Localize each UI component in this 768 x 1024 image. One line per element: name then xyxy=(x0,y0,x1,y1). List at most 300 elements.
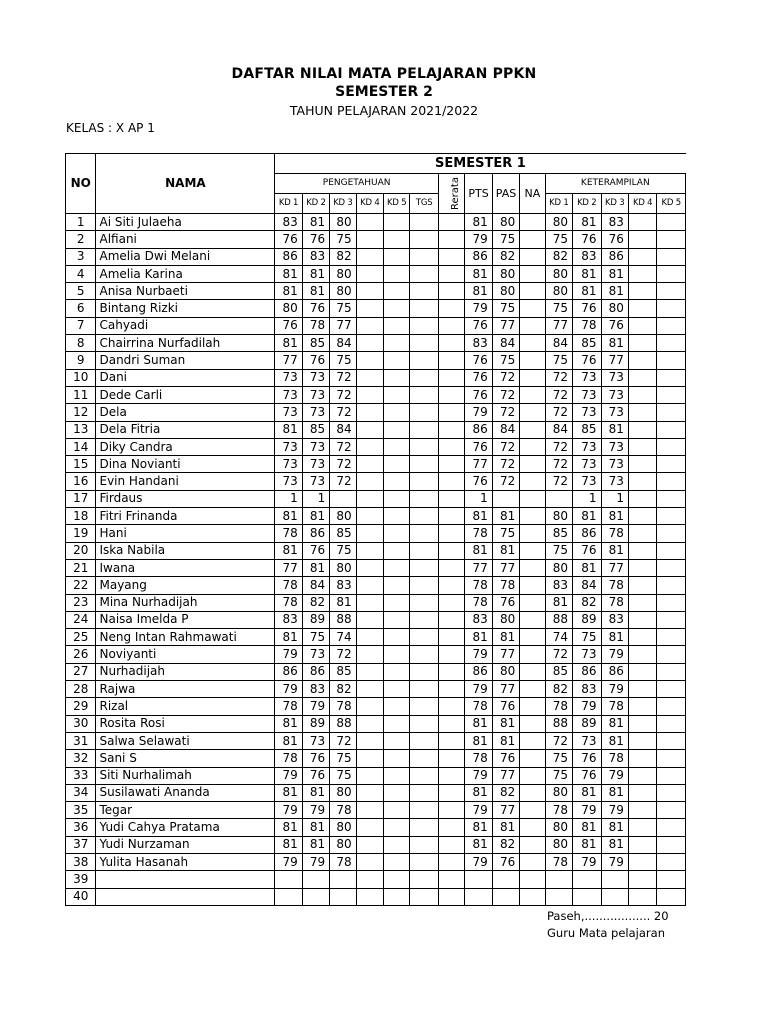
cell-ket-kd5 xyxy=(657,508,686,525)
cell-ket-kd4 xyxy=(628,456,656,473)
cell-ket-kd2: 82 xyxy=(573,594,601,611)
cell-kd2: 83 xyxy=(302,681,329,698)
cell-na xyxy=(520,542,545,559)
cell-pts: 86 xyxy=(465,421,492,438)
student-name: Noviyanti xyxy=(96,646,275,663)
cell-na xyxy=(520,784,545,801)
cell-ket-kd4 xyxy=(628,715,656,732)
cell-ket-kd5 xyxy=(657,386,686,403)
cell-kd2: 85 xyxy=(302,335,329,352)
kd-keterampilan-5: KD 5 xyxy=(657,194,686,214)
cell-kd5 xyxy=(384,750,410,767)
cell-rerata xyxy=(438,715,464,732)
cell-pts: 76 xyxy=(465,438,492,455)
table-row xyxy=(66,577,686,594)
row-number: 13 xyxy=(66,421,96,438)
cell-kd3: 75 xyxy=(330,300,356,317)
cell-pts: 76 xyxy=(465,473,492,490)
row-number: 9 xyxy=(66,352,96,369)
cell-ket-kd5 xyxy=(657,473,686,490)
cell-tgs xyxy=(410,231,438,248)
cell-kd5 xyxy=(384,265,410,282)
cell-kd1: 81 xyxy=(275,265,302,282)
row-number: 24 xyxy=(66,611,96,628)
cell-ket-kd4 xyxy=(628,421,656,438)
cell-kd1: 81 xyxy=(275,283,302,300)
table-row xyxy=(66,542,686,559)
cell-pts: 78 xyxy=(465,525,492,542)
cell-tgs xyxy=(410,888,438,905)
student-name: Dina Novianti xyxy=(96,456,275,473)
table-row xyxy=(66,853,686,870)
cell-ket-kd3: 81 xyxy=(601,732,628,749)
cell-pts: 76 xyxy=(465,352,492,369)
cell-tgs xyxy=(410,750,438,767)
cell-kd1: 78 xyxy=(275,525,302,542)
cell-kd1: 81 xyxy=(275,335,302,352)
cell-rerata xyxy=(438,300,464,317)
cell-rerata xyxy=(438,577,464,594)
cell-pts: 81 xyxy=(465,214,492,231)
cell-ket-kd1: 72 xyxy=(545,456,572,473)
cell-ket-kd1: 75 xyxy=(545,300,572,317)
cell-kd3: 85 xyxy=(330,663,356,680)
cell-kd2: 73 xyxy=(302,473,329,490)
cell-ket-kd3: 78 xyxy=(601,750,628,767)
cell-pas: 80 xyxy=(492,663,519,680)
cell-ket-kd2: 81 xyxy=(573,214,601,231)
cell-ket-kd5 xyxy=(657,871,686,888)
cell-kd4 xyxy=(356,317,383,334)
student-name: Mayang xyxy=(96,577,275,594)
cell-pas: 72 xyxy=(492,473,519,490)
cell-ket-kd1: 72 xyxy=(545,646,572,663)
cell-kd5 xyxy=(384,352,410,369)
cell-pts: 79 xyxy=(465,646,492,663)
cell-na xyxy=(520,508,545,525)
cell-ket-kd3: 77 xyxy=(601,559,628,576)
cell-kd2: 83 xyxy=(302,248,329,265)
cell-ket-kd3: 73 xyxy=(601,404,628,421)
cell-kd5 xyxy=(384,300,410,317)
keterampilan-header: KETERAMPILAN xyxy=(545,174,685,194)
cell-kd3: 72 xyxy=(330,456,356,473)
cell-kd3: 80 xyxy=(330,283,356,300)
cell-ket-kd3: 79 xyxy=(601,802,628,819)
cell-tgs xyxy=(410,732,438,749)
cell-ket-kd1: 88 xyxy=(545,715,572,732)
cell-na xyxy=(520,715,545,732)
cell-ket-kd1: 72 xyxy=(545,732,572,749)
cell-tgs xyxy=(410,767,438,784)
cell-kd4 xyxy=(356,819,383,836)
cell-tgs xyxy=(410,335,438,352)
student-name: Yulita Hasanah xyxy=(96,853,275,870)
student-name: Amelia Karina xyxy=(96,265,275,282)
student-name: Susilawati Ananda xyxy=(96,784,275,801)
cell-kd3: 72 xyxy=(330,438,356,455)
table-row xyxy=(66,646,686,663)
cell-kd1: 73 xyxy=(275,369,302,386)
student-name: Yudi Cahya Pratama xyxy=(96,819,275,836)
cell-ket-kd1: 85 xyxy=(545,525,572,542)
row-number: 22 xyxy=(66,577,96,594)
cell-kd1: 81 xyxy=(275,542,302,559)
cell-ket-kd1: 84 xyxy=(545,335,572,352)
cell-kd4 xyxy=(356,300,383,317)
tgs-header: TGS xyxy=(410,194,438,214)
cell-kd5 xyxy=(384,508,410,525)
cell-tgs xyxy=(410,871,438,888)
row-number: 25 xyxy=(66,629,96,646)
cell-ket-kd2: 85 xyxy=(573,335,601,352)
cell-kd1: 86 xyxy=(275,663,302,680)
cell-pas: 77 xyxy=(492,767,519,784)
na-header: NA xyxy=(520,174,545,214)
cell-ket-kd2: 81 xyxy=(573,836,601,853)
cell-kd1: 81 xyxy=(275,715,302,732)
cell-pts: 81 xyxy=(465,819,492,836)
student-name xyxy=(96,888,275,905)
cell-kd5 xyxy=(384,214,410,231)
cell-kd3: 88 xyxy=(330,611,356,628)
cell-rerata xyxy=(438,819,464,836)
table-row xyxy=(66,386,686,403)
cell-ket-kd1: 74 xyxy=(545,629,572,646)
cell-ket-kd1: 80 xyxy=(545,508,572,525)
cell-ket-kd3: 79 xyxy=(601,853,628,870)
cell-kd5 xyxy=(384,732,410,749)
cell-pts: 83 xyxy=(465,611,492,628)
cell-pts: 86 xyxy=(465,248,492,265)
cell-kd2: 89 xyxy=(302,611,329,628)
cell-na xyxy=(520,888,545,905)
cell-ket-kd5 xyxy=(657,611,686,628)
cell-pts: 79 xyxy=(465,300,492,317)
row-number: 23 xyxy=(66,594,96,611)
cell-ket-kd1 xyxy=(545,871,572,888)
cell-ket-kd5 xyxy=(657,715,686,732)
table-row xyxy=(66,456,686,473)
cell-na xyxy=(520,559,545,576)
cell-kd1: 76 xyxy=(275,317,302,334)
cell-kd2: 73 xyxy=(302,386,329,403)
cell-kd3: 81 xyxy=(330,594,356,611)
cell-ket-kd1: 75 xyxy=(545,750,572,767)
cell-tgs xyxy=(410,438,438,455)
cell-ket-kd3: 78 xyxy=(601,698,628,715)
row-number: 3 xyxy=(66,248,96,265)
cell-kd1: 77 xyxy=(275,559,302,576)
cell-tgs xyxy=(410,559,438,576)
cell-na xyxy=(520,802,545,819)
cell-kd2: 84 xyxy=(302,577,329,594)
cell-pas: 75 xyxy=(492,525,519,542)
cell-ket-kd1: 75 xyxy=(545,352,572,369)
cell-ket-kd3: 73 xyxy=(601,369,628,386)
cell-kd3: 72 xyxy=(330,404,356,421)
cell-ket-kd3: 81 xyxy=(601,265,628,282)
cell-kd3: 80 xyxy=(330,836,356,853)
cell-ket-kd4 xyxy=(628,888,656,905)
cell-rerata xyxy=(438,438,464,455)
cell-kd4 xyxy=(356,248,383,265)
cell-kd5 xyxy=(384,594,410,611)
cell-ket-kd2: 76 xyxy=(573,352,601,369)
cell-rerata xyxy=(438,525,464,542)
cell-kd1: 76 xyxy=(275,231,302,248)
cell-kd1: 79 xyxy=(275,853,302,870)
cell-tgs xyxy=(410,698,438,715)
cell-na xyxy=(520,853,545,870)
cell-ket-kd5 xyxy=(657,231,686,248)
row-number: 38 xyxy=(66,853,96,870)
cell-ket-kd4 xyxy=(628,214,656,231)
table-row xyxy=(66,681,686,698)
cell-kd3: 80 xyxy=(330,819,356,836)
cell-rerata xyxy=(438,629,464,646)
table-row xyxy=(66,508,686,525)
cell-kd4 xyxy=(356,611,383,628)
cell-kd1: 78 xyxy=(275,750,302,767)
cell-pas: 76 xyxy=(492,750,519,767)
kd-keterampilan-1: KD 1 xyxy=(545,194,572,214)
cell-kd4 xyxy=(356,386,383,403)
cell-pas: 80 xyxy=(492,265,519,282)
cell-tgs xyxy=(410,525,438,542)
row-number: 14 xyxy=(66,438,96,455)
cell-kd2 xyxy=(302,871,329,888)
cell-ket-kd3: 81 xyxy=(601,836,628,853)
cell-ket-kd3: 73 xyxy=(601,473,628,490)
student-name: Tegar xyxy=(96,802,275,819)
cell-kd3: 82 xyxy=(330,681,356,698)
cell-na xyxy=(520,335,545,352)
cell-ket-kd1: 80 xyxy=(545,283,572,300)
cell-ket-kd4 xyxy=(628,335,656,352)
cell-kd5 xyxy=(384,525,410,542)
cell-ket-kd1: 80 xyxy=(545,214,572,231)
cell-kd5 xyxy=(384,421,410,438)
cell-kd1: 73 xyxy=(275,404,302,421)
cell-ket-kd1: 75 xyxy=(545,231,572,248)
cell-tgs xyxy=(410,214,438,231)
cell-kd5 xyxy=(384,456,410,473)
cell-kd5 xyxy=(384,542,410,559)
place-date: Paseh,.................. 20 xyxy=(547,909,669,923)
cell-ket-kd2: 81 xyxy=(573,559,601,576)
cell-kd5 xyxy=(384,871,410,888)
cell-kd2: 78 xyxy=(302,317,329,334)
cell-rerata xyxy=(438,888,464,905)
row-number: 1 xyxy=(66,214,96,231)
cell-ket-kd5 xyxy=(657,352,686,369)
cell-kd4 xyxy=(356,853,383,870)
cell-tgs xyxy=(410,352,438,369)
row-number: 28 xyxy=(66,681,96,698)
cell-ket-kd2: 73 xyxy=(573,456,601,473)
cell-tgs xyxy=(410,404,438,421)
cell-kd2: 76 xyxy=(302,750,329,767)
cell-ket-kd3: 77 xyxy=(601,352,628,369)
cell-pas: 82 xyxy=(492,248,519,265)
cell-ket-kd4 xyxy=(628,438,656,455)
cell-kd4 xyxy=(356,352,383,369)
student-name: Firdaus xyxy=(96,490,275,507)
cell-pts: 86 xyxy=(465,663,492,680)
cell-na xyxy=(520,231,545,248)
cell-kd4 xyxy=(356,231,383,248)
cell-kd1: 78 xyxy=(275,698,302,715)
cell-ket-kd3: 81 xyxy=(601,283,628,300)
cell-rerata xyxy=(438,646,464,663)
cell-kd3: 88 xyxy=(330,715,356,732)
cell-ket-kd3: 78 xyxy=(601,594,628,611)
row-number: 11 xyxy=(66,386,96,403)
cell-rerata xyxy=(438,611,464,628)
pas-header: PAS xyxy=(492,174,519,214)
cell-kd2: 81 xyxy=(302,819,329,836)
cell-kd3: 83 xyxy=(330,577,356,594)
cell-ket-kd1: 72 xyxy=(545,438,572,455)
cell-tgs xyxy=(410,663,438,680)
cell-ket-kd3: 81 xyxy=(601,335,628,352)
cell-ket-kd2: 76 xyxy=(573,231,601,248)
table-row xyxy=(66,421,686,438)
cell-ket-kd4 xyxy=(628,317,656,334)
cell-ket-kd4 xyxy=(628,819,656,836)
row-number: 17 xyxy=(66,490,96,507)
cell-ket-kd3: 73 xyxy=(601,386,628,403)
cell-ket-kd5 xyxy=(657,369,686,386)
cell-kd3: 75 xyxy=(330,750,356,767)
student-name: Rajwa xyxy=(96,681,275,698)
cell-kd4 xyxy=(356,404,383,421)
table-row xyxy=(66,335,686,352)
semester-header: SEMESTER 1 xyxy=(275,154,686,174)
cell-kd5 xyxy=(384,231,410,248)
cell-ket-kd3: 81 xyxy=(601,508,628,525)
cell-na xyxy=(520,265,545,282)
cell-tgs xyxy=(410,577,438,594)
cell-kd2: 76 xyxy=(302,352,329,369)
cell-pas: 72 xyxy=(492,404,519,421)
cell-ket-kd4 xyxy=(628,698,656,715)
student-name: Salwa Selawati xyxy=(96,732,275,749)
cell-kd3: 78 xyxy=(330,698,356,715)
cell-kd4 xyxy=(356,732,383,749)
cell-ket-kd1: 75 xyxy=(545,767,572,784)
cell-kd1: 86 xyxy=(275,248,302,265)
table-header xyxy=(66,154,686,214)
cell-ket-kd3: 78 xyxy=(601,577,628,594)
cell-rerata xyxy=(438,335,464,352)
cell-kd2: 86 xyxy=(302,663,329,680)
cell-pts: 76 xyxy=(465,369,492,386)
cell-kd5 xyxy=(384,404,410,421)
cell-tgs xyxy=(410,802,438,819)
cell-kd4 xyxy=(356,525,383,542)
cell-ket-kd5 xyxy=(657,888,686,905)
cell-kd1: 81 xyxy=(275,629,302,646)
cell-ket-kd2: 79 xyxy=(573,853,601,870)
table-body xyxy=(66,214,686,906)
cell-kd2: 81 xyxy=(302,214,329,231)
table-row xyxy=(66,438,686,455)
cell-kd1: 81 xyxy=(275,819,302,836)
cell-pas: 72 xyxy=(492,456,519,473)
cell-ket-kd5 xyxy=(657,438,686,455)
kd-pengetahuan-1: KD 1 xyxy=(275,194,302,214)
cell-kd1: 77 xyxy=(275,352,302,369)
cell-kd1: 81 xyxy=(275,508,302,525)
cell-kd2: 85 xyxy=(302,421,329,438)
cell-pts: 79 xyxy=(465,802,492,819)
cell-ket-kd2: 81 xyxy=(573,819,601,836)
cell-pas: 84 xyxy=(492,335,519,352)
cell-kd1: 79 xyxy=(275,802,302,819)
cell-ket-kd1: 80 xyxy=(545,784,572,801)
cell-rerata xyxy=(438,231,464,248)
cell-rerata xyxy=(438,681,464,698)
student-name: Dandri Suman xyxy=(96,352,275,369)
cell-rerata xyxy=(438,750,464,767)
cell-rerata xyxy=(438,853,464,870)
table-row xyxy=(66,231,686,248)
cell-pts xyxy=(465,888,492,905)
cell-ket-kd3: 80 xyxy=(601,300,628,317)
cell-kd5 xyxy=(384,473,410,490)
cell-pts: 81 xyxy=(465,508,492,525)
cell-kd4 xyxy=(356,767,383,784)
student-name: Ai Siti Julaeha xyxy=(96,214,275,231)
cell-kd1: 81 xyxy=(275,732,302,749)
student-name: Hani xyxy=(96,525,275,542)
table-row xyxy=(66,784,686,801)
cell-kd4 xyxy=(356,784,383,801)
cell-kd3: 80 xyxy=(330,559,356,576)
student-name: Dede Carli xyxy=(96,386,275,403)
cell-ket-kd3: 81 xyxy=(601,629,628,646)
cell-kd4 xyxy=(356,438,383,455)
cell-na xyxy=(520,663,545,680)
cell-kd2: 75 xyxy=(302,629,329,646)
cell-kd2: 81 xyxy=(302,508,329,525)
table-row xyxy=(66,248,686,265)
cell-ket-kd2: 76 xyxy=(573,542,601,559)
cell-kd3: 72 xyxy=(330,473,356,490)
cell-na xyxy=(520,283,545,300)
cell-ket-kd4 xyxy=(628,386,656,403)
cell-ket-kd1: 80 xyxy=(545,559,572,576)
cell-ket-kd1: 80 xyxy=(545,836,572,853)
cell-pts: 78 xyxy=(465,594,492,611)
cell-kd4 xyxy=(356,594,383,611)
cell-ket-kd5 xyxy=(657,577,686,594)
cell-pas: 76 xyxy=(492,594,519,611)
student-name: Dela Fitria xyxy=(96,421,275,438)
table-row xyxy=(66,559,686,576)
cell-rerata xyxy=(438,559,464,576)
cell-pas: 77 xyxy=(492,317,519,334)
cell-pas: 77 xyxy=(492,559,519,576)
cell-na xyxy=(520,732,545,749)
row-number: 20 xyxy=(66,542,96,559)
cell-ket-kd4 xyxy=(628,369,656,386)
cell-ket-kd1: 72 xyxy=(545,404,572,421)
pengetahuan-header: PENGETAHUAN xyxy=(275,174,439,194)
cell-kd2: 76 xyxy=(302,300,329,317)
